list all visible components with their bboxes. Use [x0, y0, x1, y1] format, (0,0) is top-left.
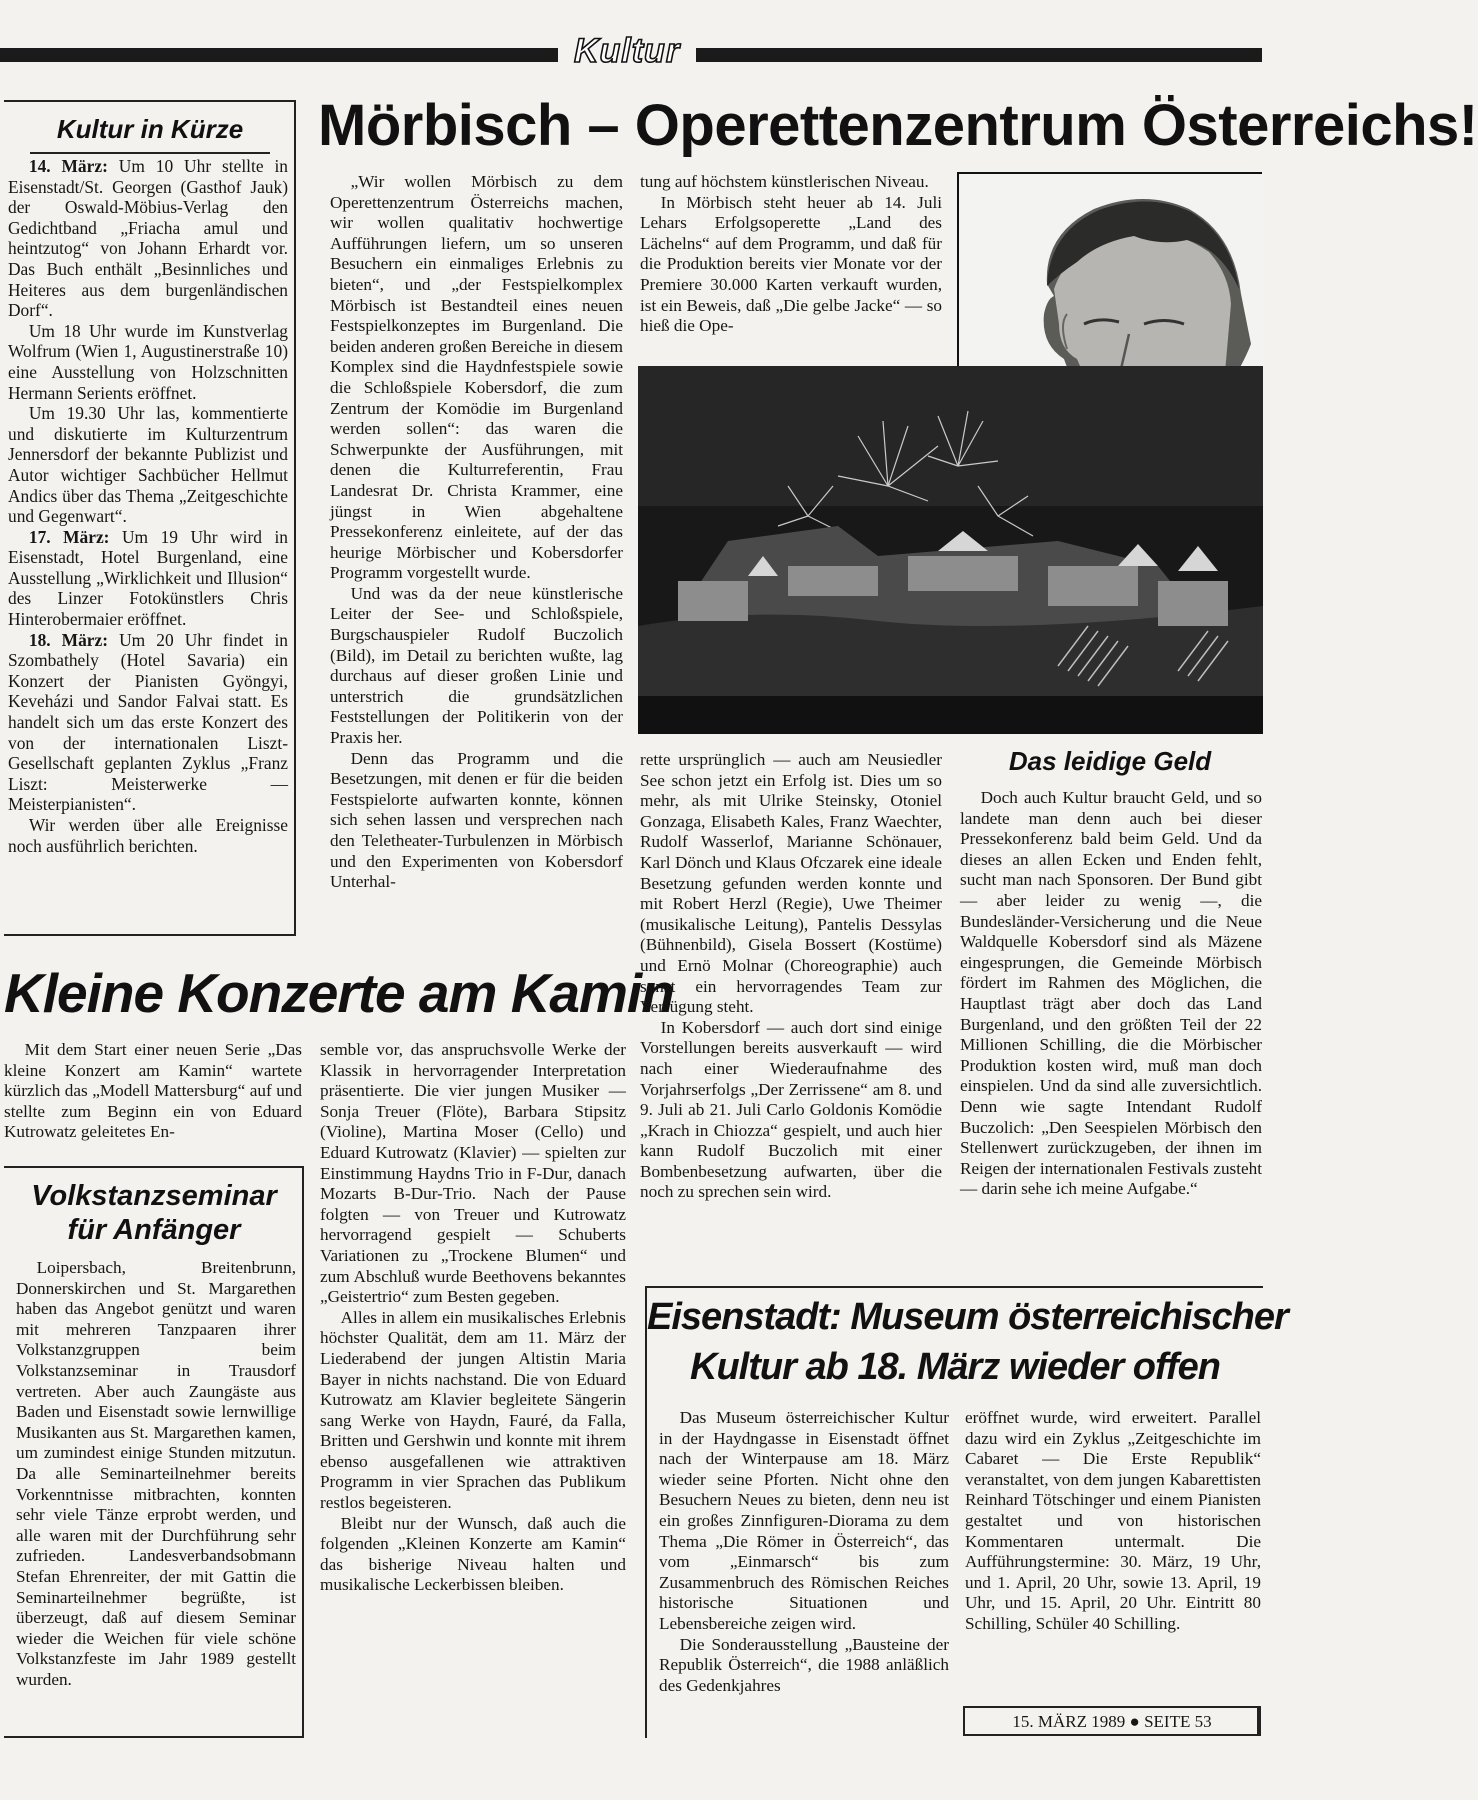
sidebar-paragraph	[8, 527, 288, 630]
paragraph: Bleibt nur der Wunsch, daß auch die folgenden „Kleinen Konzerte am Kamin“ das bisherige Niveau halten und musikalische Leckerbissen bleiben.	[320, 1513, 626, 1595]
paragraph: Und was da der neue künstlerische Leiter der See- und Schloßspiele, Burgschauspieler Rudolf Buczolich (Bild), im Detail zu berichten wußte, lag durchaus auf dieser großen Linie und unterstrich die grundsätzlichen Feststellungen der Politikerin von der Praxis her.	[330, 583, 623, 748]
paragraph: Das Museum österreichischer Kultur in der Haydngasse in Eisenstadt öffnet nach der Winterpause am 18. März wieder seine Pforten. Nicht ohne den Besuchern Neues zu bieten, denn neu ist ein großes Zinnfiguren-Diorama zu dem Thema „Die Römer in Österreich“, das vom „Einmarsch“ bis zum Zusammenbruch des Römischen Reiches historische Situationen und Lebensbereiche zeigen wird.	[659, 1408, 949, 1633]
sidebar-text: Um 18 Uhr wurde im Kunstverlag Wolfrum (Wien 1, Augustinerstraße 10) eine Ausstellung von Holzschnitten Hermann Serients eröffnet.	[8, 320, 288, 403]
sidebar-text: Um 19 Uhr wird in Eisenstadt, Hotel Burgenland, eine Ausstellung „Wirklichkeit und Illusion“ des Linzer Fotokünstlers Chris Hinterobermaier eröffnet.	[8, 526, 288, 630]
kultur-in-kuerze-box	[4, 100, 296, 936]
sidebar-date: 14. März:	[28, 156, 108, 176]
kamin-headline: Kleine Konzerte am Kamin	[4, 962, 674, 1024]
sidebar-text: Um 20 Uhr findet in Szombathely (Hotel Savaria) ein Konzert der Pianisten Gyöngyi, Keveházi und Sandor Falvai statt. Es handelt sich um das erste Konzert des von der internationalen Liszt-Gesellschaft geplanten Zyklus „Franz Liszt: Meisterwerke — Meisterpianisten“.	[8, 629, 288, 815]
sidebar-date: 18. März:	[28, 629, 109, 650]
paragraph: In Kobersdorf — auch dort sind einige Vorstellungen bereits ausverkauft — wird nach einer Wiederaufnahme des Vorjahrserfolgs „Der Zerrissene“ am 8. und 9. Juli ab 21. Juli Carlo Goldonis Komödie „Krach in Chiozza“ gespielt, und auch hier kann Rudolf Buczolich mit einer Bombenbesetzung aufwarten, über die noch zu sprechen sein wird.	[640, 1017, 942, 1202]
footer-bullet: ●	[1129, 1712, 1140, 1731]
sidebar-paragraph	[8, 403, 288, 527]
stage-fireworks-photo	[638, 366, 1263, 734]
moerbisch-column-2-top	[640, 172, 942, 337]
paragraph: eröffnet wurde, wird erweitert. Parallel dazu wird ein Zyklus „Zeitgeschichte im Cabaret — Die Erste Republik“ veranstaltet, von dem jungen Kabarettisten Reinhard Tötschinger und einem Pianisten gestaltet und von historischen Kommentaren untermalt. Die Aufführungstermine: 30. März, 19 Uhr, und 1. April, 20 Uhr, sowie 13. April, 19 Uhr, und 15. April, 20 Uhr. Eintritt 80 Schilling, Schüler 40 Schilling.	[965, 1408, 1261, 1633]
kamin-column-2	[320, 1040, 626, 1596]
sidebar-date: 17. März:	[28, 526, 110, 547]
moerbisch-column-3	[960, 788, 1262, 1200]
stage-image	[638, 366, 1263, 734]
paragraph: In Mörbisch steht heuer ab 14. Juli Lehars Erfolgsoperette „Land des Lächelns“ auf dem Programm, und daß für die Produktion bereits vier Monate vor der Premiere 30.000 Karten verkauft wurden, ist ein Beweis, daß „Die gelbe Jacke“ — so hieß die Ope-	[640, 192, 942, 336]
volkstanz-headline-1: Volkstanzseminar	[31, 1180, 277, 1212]
section-title: Kultur	[573, 32, 681, 70]
paragraph: Alles in allem ein musikalisches Erlebnis höchster Qualität, dem am 11. März der Liederabend der jungen Altistin Maria Bayer in nichts nachstand. Die von Eduard Kutrowatz am Klavier begleitete Sängerin sang Werke von Haydn, Fauré, da Falla, Britten und Gershwin und konnte mit ihrem ebenso ausgefallenen wie attraktiven Programm in vier Sprachen das Publikum restlos begeisteren.	[320, 1307, 626, 1513]
box-top-rule	[4, 100, 296, 102]
volkstanz-box	[4, 1166, 304, 1738]
museum-column-1	[659, 1408, 949, 1696]
sub-headline-leidige-geld: Das leidige Geld	[1008, 746, 1212, 776]
kamin-column-1	[4, 1040, 302, 1143]
paragraph: „Wir wollen Mörbisch zu dem Operettenzentrum Österreichs machen, wir wollen qualitativ hochwertige Aufführungen liefern, um so unseren Besuchern ein einmaliges Erlebnis zu bieten“, und „der Festspielkomplex Mörbisch ist Bestandteil eines neuen Festspielkonzeptes im Burgenland. Die beiden anderen großen Bereiche in diesem Komplex sind die Haydnfestspiele sowie die Schloßspiele Kobersdorf, die zum Zentrum der Komödie im Burgenland werden sollen“: das waren die Schwerpunkte der Ausführungen, mit denen die Kulturreferentin, Frau Landesrat Dr. Christa Krammer, eine jüngst in Wien abgehaltene Pressekonferenz einleitete, auf der das heurige Mörbischer und Kobersdorfer Programm vorgestellt wurde.	[330, 172, 623, 583]
footer-page: SEITE 53	[1144, 1712, 1212, 1731]
sidebar-title-rule	[30, 152, 270, 154]
paragraph: Loipersbach, Breitenbrunn, Donnerskirchen und St. Margarethen haben das Angebot genützt und waren mit mehreren Tanzpaaren ihrer Volkstanzgruppen beim Volkstanzseminar in Trausdorf vertreten. Aber auch Zaungäste aus Baden und Eisenstadt sowie lernwillige Musikanten aus St. Margarethen kamen, um zumindest einige Stunden mitzutun. Da alle Seminarteilnehmer bereits Vorkenntnisse mitbrachten, konnten sehr viele Tänze erprobt werden, und alle waren mit der Durchführung sehr zufrieden. Landesverbandsobmann Stefan Ehrenreiter, der mit Gattin die Seminarteilnehmer begrüßte, ist überzeugt, daß auf diesem Seminar wieder die Weichen für viele schöne Volkstanzfeste im Jahr 1989 gestellt wurden.	[16, 1258, 296, 1689]
moerbisch-column-2-bottom	[640, 750, 942, 1203]
museum-column-2	[965, 1408, 1261, 1635]
paragraph: Denn das Programm und die Besetzungen, mit denen er für die beiden Festspielorte aufwarten konnte, können sich sehen lassen und versprechen nach den Teletheater-Turbulenzen in Mörbisch und den Experimenten von Kobersdorf Unterhal-	[330, 748, 623, 892]
page-footer	[963, 1706, 1261, 1736]
sidebar-text: Wir werden über alle Ereignisse noch ausführlich berichten.	[8, 815, 288, 856]
moerbisch-column-1	[330, 172, 623, 893]
paragraph: tung auf höchstem künstlerischen Niveau.	[640, 172, 929, 191]
sidebar-paragraph	[8, 156, 288, 321]
sidebar-paragraph	[8, 815, 288, 856]
paragraph: rette ursprünglich — auch am Neusiedler See schon jetzt ein Erfolg ist. Dies um so mehr, als mit Ulrike Steinsky, Otoniel Gonzaga, Elisabeth Kales, Franz Waechter, Rudolf Wasserlof, Marianne Schönauer, Karl Dönch und Klaus Ofczarek eine ideale Besetzung gefunden werden konnte und mit Robert Herzl (Regie), Uwe Theimer (musikalische Leitung), Pantelis Dessylas (Bühnenbild), Gisela Bossert (Kostüme) und Ernö Molnar (Choreographie) auch sonst ein hervorragendes Team zur Verfügung steht.	[640, 750, 942, 1017]
sidebar-paragraph	[8, 321, 288, 403]
museum-box	[645, 1286, 1288, 1738]
paragraph: Mit dem Start einer neuen Serie „Das kleine Konzert am Kamin“ wartete kürzlich das „Modell Mattersburg“ auf und stellte zum Beginn ein von Eduard Kutrowatz geleitetes En-	[4, 1040, 302, 1142]
footer-text	[965, 1712, 1259, 1732]
section-banner	[0, 32, 1262, 74]
paragraph: Doch auch Kultur braucht Geld, und so landete man denn auch bei dieser Pressekonferenz bald beim Geld. Und da dieses an allen Ecken und Enden fehlt, sucht man nach Sponsoren. Der Bund gibt — aber leider zu wenig —, die Bundesländer-Versicherung und die Neue Waldquelle Kobersdorf sind als Mäzene eingesprungen, die Gemeinde Mörbisch fördert im Rahmen des Möglichen, die Hauptlast trägt aber doch das Land Burgenland, und den größten Teil der 22 Millionen Schilling, die die Mörbischer Produktion kosten wird, muß man doch einspielen. Und da sind alle zuversichtlich. Denn wie sagte Intendant Rudolf Buczolich: „Den Seespielen Mörbisch den Stellenwert zurückzugeben, der ihnen im Reigen der internationalen Festivals zusteht — darin sehe ich meine Aufgabe.“	[960, 788, 1262, 1199]
sidebar-text: Um 10 Uhr stellte in Eisenstadt/St. Georgen (Gasthof Jauk) der Oswald-Möbius-Verlag den Gedichtband „Friacha amul und heintzutog“ von Johann Erhardt vor. Das Buch enthält „Besinnliches und Heiteres aus dem burgenländischen Dorf“.	[8, 156, 288, 321]
museum-headline-1: Eisenstadt: Museum österreichischer	[647, 1296, 1288, 1338]
footer-date: 15. MÄRZ 1989	[1012, 1712, 1126, 1731]
volkstanz-body	[16, 1258, 296, 1690]
paragraph: semble vor, das anspruchsvolle Werke der Klassik in hervorragender Interpretation präsentierte. Die vier jungen Musiker — Sonja Treuer (Flöte), Barbara Stipsitz (Violine), Martina Moser (Cello) und Eduard Kutrowatz (Klavier) — spielten zur Einstimmung Haydns Trio in F-Dur, danach Mozarts B-Dur-Trio. Nach der Pause folgten — von Treuer und Kutrowatz hervorragend gespielt — Schuberts Variationen zu „Trockene Blumen“ und zum Abschluß wurde Beethovens bekanntes „Geistertrio“ zum Besten gegeben.	[320, 1040, 626, 1307]
moerbisch-headline: Mörbisch – Operettenzentrum Österreichs!	[318, 93, 1478, 158]
sidebar-title: Kultur in Kürze	[56, 114, 244, 144]
sidebar-body	[8, 156, 288, 856]
sidebar-text: Um 19.30 Uhr las, kommentierte und diskutierte im Kulturzentrum Jennersdorf der bekannte Publizist und Autor wichtiger Sachbücher Hellmut Andics über das Thema „Zeitgeschichte und Gegenwart“.	[8, 403, 288, 527]
banner-rule-right	[696, 48, 1262, 62]
sidebar-paragraph	[8, 630, 288, 815]
museum-headline-2: Kultur ab 18. März wieder offen	[690, 1346, 1220, 1388]
paragraph: Die Sonderausstellung „Bausteine der Republik Österreich“, die 1988 anläßlich des Gedenkjahres	[659, 1634, 949, 1695]
volkstanz-headline-2: für Anfänger	[67, 1214, 241, 1246]
banner-rule-left	[0, 48, 558, 62]
